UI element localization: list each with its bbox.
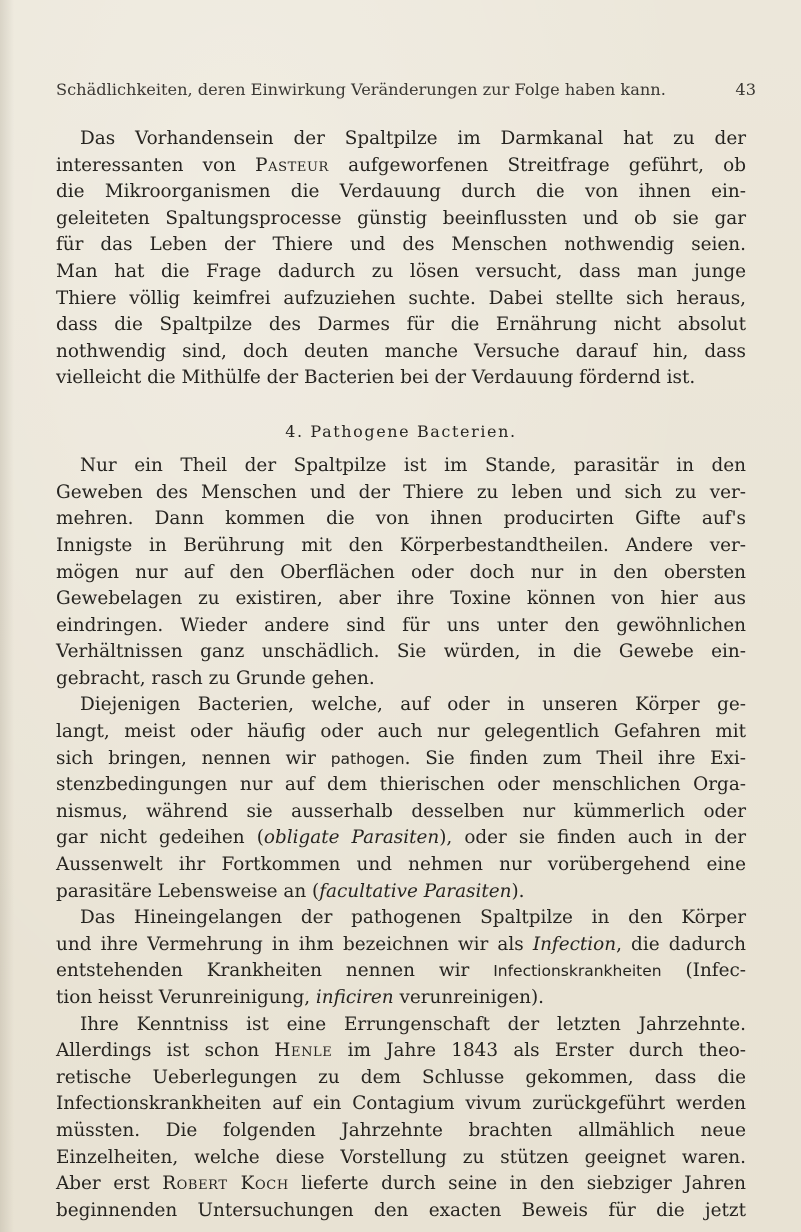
text-line: Das Vorhandensein der Spaltpilze im Darmkanal hat zu der: [80, 128, 746, 149]
text-line: Infectionskrankheiten auf ein Contagium vivum zurückgeführt werden: [56, 1093, 746, 1115]
section-spacing: [56, 392, 746, 419]
text-line: nothwendig sind, doch deuten manche Versuche darauf hin, dass: [56, 340, 746, 362]
section-spacing: [56, 445, 746, 453]
text-line: sich bringen, nennen wir pathogen. Sie finden zum Theil ihre Exi-: [56, 747, 746, 769]
text-line: Aber erst Robert Koch lieferte durch seine in den siebziger Jahren: [56, 1173, 746, 1195]
body-text: [56, 126, 746, 1224]
page-number: 43: [735, 80, 756, 99]
text-line: parasitäre Lebensweise an (facultative Parasiten).: [56, 880, 525, 902]
text-line: eindringen. Wieder andere sind für uns unter den gewöhnlichen: [56, 614, 746, 636]
section-heading: 4. Pathogene Bacterien.: [285, 421, 517, 441]
text-line: Das Hineingelangen der pathogenen Spaltpilze in den Körper: [80, 907, 746, 929]
text-line: vielleicht die Mithülfe der Bacterien bei der Verdauung fördernd ist.: [56, 367, 696, 389]
running-head-title: Schädlichkeiten, deren Einwirkung Veränderungen zur Folge haben kann.: [56, 80, 666, 99]
text-line: langt, meist oder häufig oder auch nur gelegentlich Gefahren mit: [56, 721, 746, 743]
text-line: mögen nur auf den Oberflächen oder doch nur in den obersten: [56, 561, 746, 583]
text-line: Aussenwelt ihr Fortkommen und nehmen nur vorübergehend eine: [56, 854, 746, 876]
text-line: geleiteten Spaltungsprocesse günstig beeinflussten und ob sie gar: [56, 207, 746, 229]
term-infectionskrankheiten: Infectionskrankheiten: [493, 962, 662, 981]
text-line: für das Leben der Thiere und des Menschen nothwendig seien.: [56, 234, 746, 256]
author-name-henle: Henle: [274, 1040, 333, 1062]
text-line: Diejenigen Bacterien, welche, auf oder in unseren Körper ge-: [80, 694, 746, 716]
author-name-pasteur: Pasteur: [255, 154, 329, 176]
text-line: Allerdings ist schon Henle im Jahre 1843 als Erster durch theo-: [56, 1040, 746, 1062]
author-name-robert-koch: Robert Koch: [162, 1173, 289, 1195]
text-line: Innigste in Berührung mit den Körperbestandtheilen. Andere ver-: [56, 534, 746, 556]
text-line: interessanten von Pasteur aufgeworfenen Streitfrage geführt, ob: [56, 154, 746, 176]
text-line: retische Ueberlegungen zu dem Schlusse gekommen, dass die: [56, 1066, 746, 1088]
text-line: Einzelheiten, welche diese Vorstellung zu stützen geeignet waren.: [56, 1146, 746, 1168]
text-line: dass die Spaltpilze des Darmes für die Ernährung nicht absolut: [56, 314, 746, 336]
text-line: Thiere völlig keimfrei aufzuziehen suchte. Dabei stellte sich heraus,: [56, 287, 746, 309]
text-line: Verhältnissen ganz unschädlich. Sie würden, in die Gewebe ein-: [56, 641, 746, 663]
term-pathogen: pathogen: [330, 749, 405, 768]
text-line: Geweben des Menschen und der Thiere zu leben und sich zu ver-: [56, 481, 746, 503]
text-line: müssten. Die folgenden Jahrzehnte brachten allmählich neue: [56, 1119, 746, 1141]
text-line: tion heisst Verunreinigung, inficiren verunreinigen).: [56, 987, 545, 1008]
text-line: stenzbedingungen nur auf dem thierischen oder menschlichen Orga-: [56, 774, 746, 796]
text-line: Man hat die Frage dadurch zu lösen versucht, dass man junge: [56, 260, 746, 282]
term-facultative-parasiten: facultative Parasiten: [319, 880, 512, 902]
page-spine-shadow: [0, 0, 14, 1232]
text-line: nismus, während sie ausserhalb desselben nur kümmerlich oder: [56, 800, 746, 822]
text-line: die Mikroorganismen die Verdauung durch die von ihnen ein-: [56, 181, 746, 203]
text-line: Ihre Kenntniss ist eine Errungenschaft der letzten Jahrzehnte.: [80, 1013, 746, 1035]
term-infection: Infection: [532, 933, 617, 955]
running-head: [56, 80, 756, 99]
text-line: entstehenden Krankheiten nennen wir Infectionskrankheiten (Infec-: [56, 960, 746, 982]
term-inficiren: inficiren: [315, 987, 394, 1008]
text-line: gebracht, rasch zu Grunde gehen.: [56, 667, 375, 689]
text-line: Nur ein Theil der Spaltpilze ist im Stande, parasitär in den: [80, 455, 746, 477]
term-obligate-parasiten: obligate Parasiten: [263, 827, 440, 849]
text-line: Gewebelagen zu existiren, aber ihre Toxine können von hier aus: [56, 588, 746, 610]
text-line: mehren. Dann kommen die von ihnen producirten Gifte auf's: [56, 508, 746, 530]
text-line: und ihre Vermehrung in ihm bezeichnen wir als Infection, die dadurch: [56, 933, 746, 955]
text-line: gar nicht gedeihen (obligate Parasiten), oder sie finden auch in der: [56, 827, 746, 849]
text-line: beginnenden Untersuchungen den exacten Beweis für die jetzt: [56, 1199, 746, 1221]
